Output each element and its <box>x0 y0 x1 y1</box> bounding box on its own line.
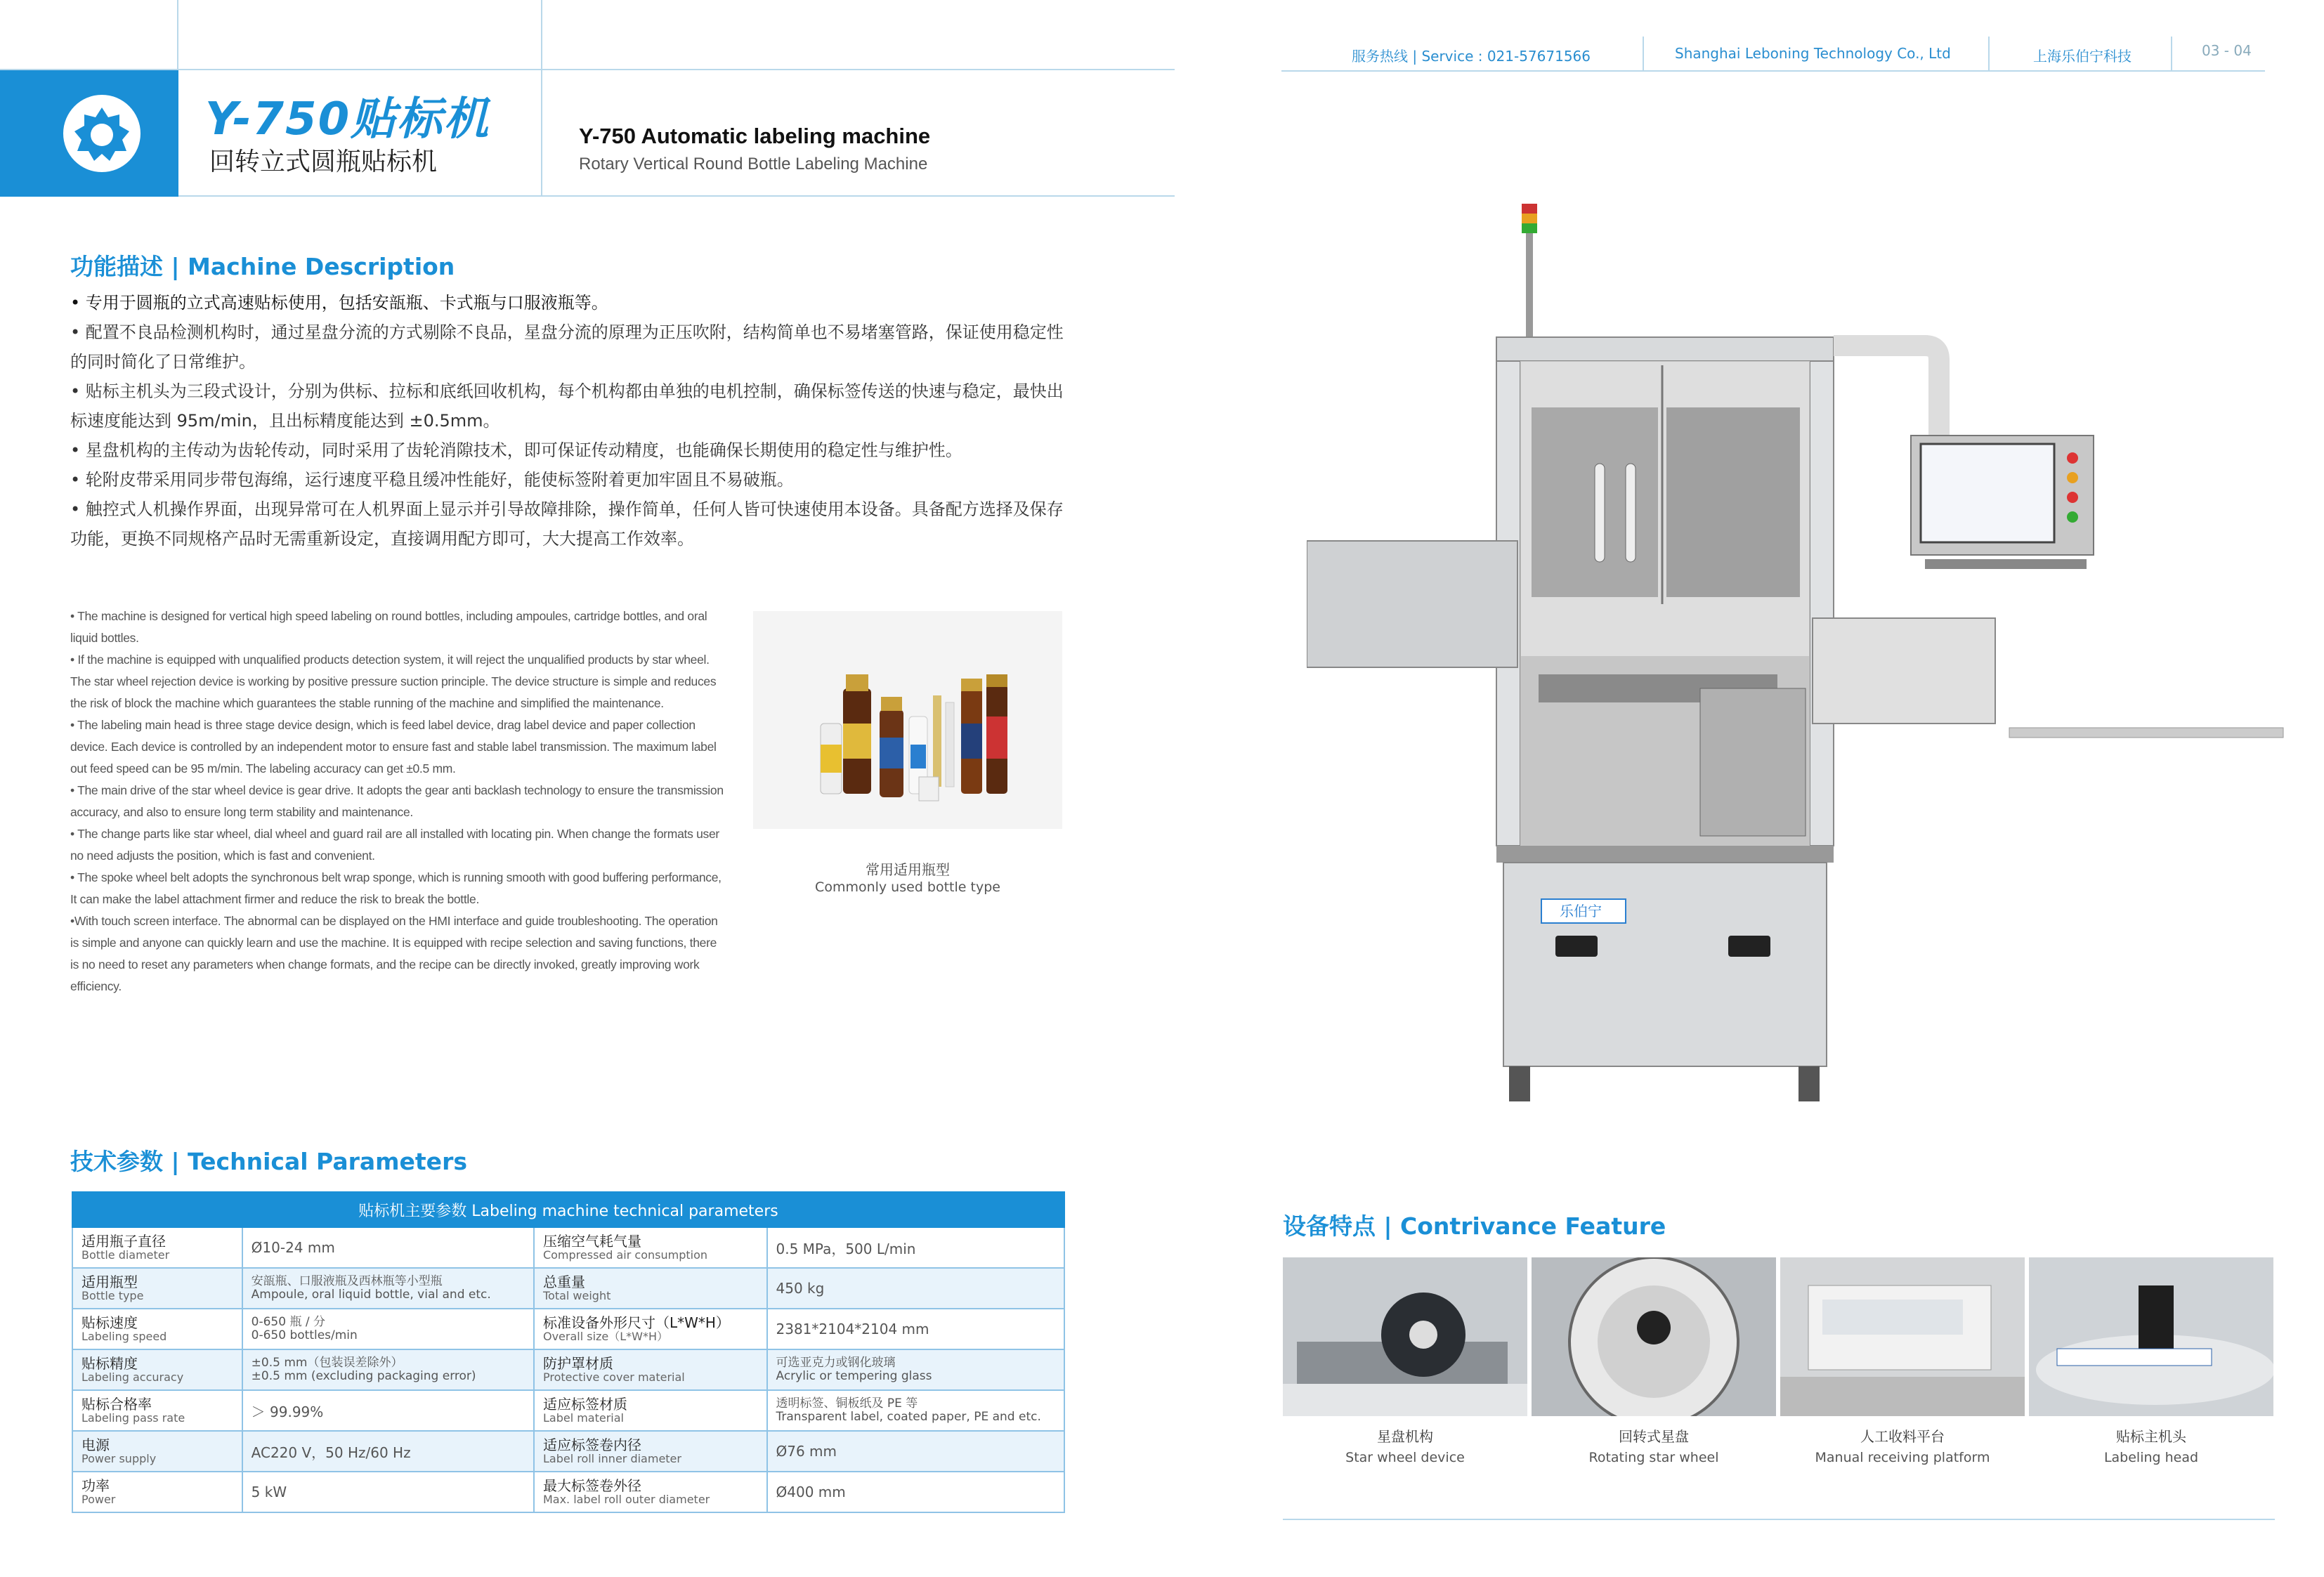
param-label-cn: 贴标合格率 <box>81 1396 152 1413</box>
param-label-en: Power <box>81 1493 116 1506</box>
feature-caption <box>2029 1426 2273 1468</box>
param-label-cn: 适应标签材质 <box>542 1396 627 1413</box>
machine-photo <box>1307 197 2290 1110</box>
machine-brand-plate: 乐伯宁 <box>1560 903 1602 920</box>
param-label-en: Label roll inner diameter <box>542 1452 681 1465</box>
gear-icon <box>63 95 141 172</box>
section-heading-features: 设备特点 | Contrivance Feature <box>1283 1212 1666 1240</box>
page-subtitle: 回转立式圆瓶贴标机 <box>209 148 438 176</box>
param-value: Ø76 mm <box>767 1431 1065 1472</box>
param-label-cn: 适用瓶型 <box>81 1274 138 1290</box>
desc-en-item: • The change parts like star wheel, dial wheel and guard rail are all installed with locating pin. When change the formats user no need adjusts the position, which is fast and convenient. <box>70 827 719 863</box>
param-value: 5 kW <box>242 1472 534 1512</box>
param-value: ＞ 99.99% <box>242 1390 534 1431</box>
header-divider <box>1988 37 1990 70</box>
description-en <box>70 606 724 997</box>
param-label-cn: 适用瓶子直径 <box>81 1233 166 1250</box>
desc-cn-item: • 触控式人机操作界面，出现异常可在人机界面上显示并引导故障排除，操作简单，任何人皆可快速使用本设备。具备配方选择及保存功能，更换不同规格产品时无需重新设定，直接调用配方即可，大大提高工作效率。 <box>70 499 1064 549</box>
param-label-en: Bottle type <box>81 1289 144 1302</box>
param-value: 安瓿瓶、口服液瓶及西林瓶等小型瓶 Ampoule, oral liquid bottle, vial and etc. <box>242 1268 534 1309</box>
param-label-en: Protective cover material <box>542 1370 685 1384</box>
param-label-cn: 贴标速度 <box>81 1314 138 1331</box>
param-label-en: Overall size（L*W*H） <box>542 1330 669 1343</box>
feature-caption <box>1780 1426 2025 1468</box>
bottle-caption-en: Commonly used bottle type <box>815 879 1000 895</box>
section-heading-params: 技术参数 | Technical Parameters <box>70 1148 467 1175</box>
param-value: 透明标签、铜板纸及 PE 等 Transparent label, coated paper, PE and etc. <box>767 1390 1065 1431</box>
desc-cn-item: • 轮附皮带采用同步带包海绵，运行速度平稳且缓冲性能好，能使标签附着更加牢固且不易破瓶。 <box>70 470 794 490</box>
bottle-caption-cn: 常用适用瓶型 <box>866 861 950 878</box>
company-en: Shanghai Leboning Technology Co., Ltd <box>1675 45 1951 62</box>
company-cn: 上海乐伯宁科技 <box>2033 48 2132 65</box>
param-value: 0.5 MPa，500 L/min <box>767 1227 1065 1268</box>
table-row <box>72 1309 1064 1349</box>
title-en: Y-750 Automatic labeling machine <box>579 124 931 148</box>
param-label-en: Labeling accuracy <box>81 1370 184 1384</box>
param-value: AC220 V，50 Hz/60 Hz <box>242 1431 534 1472</box>
param-label-cn: 功率 <box>81 1477 110 1494</box>
feature-caption-en: Manual receiving platform <box>1815 1450 1990 1465</box>
desc-en-item: •With touch screen interface. The abnormal can be displayed on the HMI interface and guide troubleshooting. The operation is simple and anyone can quickly learn and use the machine. It is equipped with recipe selection and saving functions, there is no need to reset any parameters when change formats, and the recipe can be directly invoked, greatly improving work efficiency. <box>70 914 718 993</box>
table-row <box>72 1390 1064 1431</box>
header-rule <box>1281 70 2265 72</box>
feature-photo-star-wheel <box>1283 1257 1527 1416</box>
param-label-en: Bottle diameter <box>81 1248 170 1262</box>
feature-photo-rotating-star-wheel <box>1532 1257 1776 1416</box>
desc-en-item: • The spoke wheel belt adopts the synchronous belt wrap sponge, which is running smooth with good buffering performance, It can make the label attachment firmer and reduce the risk to break the bottle. <box>70 870 722 906</box>
desc-en-item: • The labeling main head is three stage device design, which is feed label device, drag label device and paper collection device. Each device is controlled by an independent motor to ensure fast and stable label transmission. The maximum label out feed speed can be 95 m/min. The labeling accuracy can get ±0.5 mm. <box>70 718 717 776</box>
header-divider <box>177 0 178 70</box>
param-label-en: Compressed air consumption <box>542 1248 708 1262</box>
feature-photo-receiving-platform <box>1780 1257 2025 1416</box>
desc-cn-item: • 星盘机构的主传动为齿轮传动，同时采用了齿轮消隙技术，即可保证传动精度，也能确保长期使用的稳定性与维护性。 <box>70 440 962 460</box>
param-label-en: Total weight <box>542 1289 611 1302</box>
desc-cn-item: • 配置不良品检测机构时，通过星盘分流的方式剔除不良品，星盘分流的原理为正压吹附，结构简单也不易堵塞管路，保证使用稳定性的同时简化了日常维护。 <box>70 322 1064 372</box>
params-table <box>72 1191 1065 1513</box>
table-row <box>72 1472 1064 1512</box>
param-label-en: Max. label roll outer diameter <box>542 1493 710 1506</box>
desc-cn-item: • 贴标主机头为三段式设计，分别为供标、拉标和底纸回收机构，每个机构都由单独的电机控制，确保标签传送的快速与稳定，最快出标速度能达到 95m/min，且出标精度能达到 ±0.5mm。 <box>70 381 1064 431</box>
feature-caption-cn: 贴标主机头 <box>2116 1428 2186 1445</box>
feature-caption-cn: 回转式星盘 <box>1619 1428 1689 1445</box>
param-label-cn: 适应标签卷内径 <box>542 1437 641 1453</box>
feature-caption-cn: 人工收料平台 <box>1860 1428 1945 1445</box>
feature-caption-cn: 星盘机构 <box>1377 1428 1433 1445</box>
feature-caption-en: Labeling head <box>2103 1450 2199 1465</box>
header-divider <box>1643 37 1644 70</box>
desc-en-item: • The main drive of the star wheel device is gear drive. It adopts the gear anti backlash technology to ensure the transmission accuracy, and also to ensure long term stability and maintenance. <box>70 783 724 819</box>
feature-caption-en: Rotating star wheel <box>1588 1450 1719 1465</box>
service-hotline: 服务热线 | Service : 021-57671566 <box>1352 48 1591 65</box>
param-value: 可选亚克力或钢化玻璃 Acrylic or tempering glass <box>767 1349 1065 1390</box>
param-value: ±0.5 mm（包装误差除外） ±0.5 mm (excluding packaging error) <box>242 1349 534 1390</box>
feature-caption-en: Star wheel device <box>1345 1450 1465 1465</box>
page-title: Y-750贴标机 <box>205 93 490 145</box>
section-heading-description: 功能描述 | Machine Description <box>70 253 455 280</box>
header-divider <box>2171 37 2172 70</box>
param-label-en: Labeling speed <box>81 1330 167 1343</box>
param-label-cn: 最大标签卷外径 <box>542 1477 641 1494</box>
table-row <box>72 1431 1064 1472</box>
param-label-cn: 电源 <box>81 1437 110 1453</box>
param-value: 0-650 瓶 / 分 0-650 bottles/min <box>242 1309 534 1349</box>
feature-caption <box>1283 1426 1527 1468</box>
description-cn <box>70 288 1068 554</box>
param-label-cn: 贴标精度 <box>81 1355 138 1372</box>
params-table-title: 贴标机主要参数 Labeling machine technical parameters <box>72 1192 1064 1227</box>
page-number: 03 - 04 <box>2202 42 2252 59</box>
desc-cn-item: • 专用于圆瓶的立式高速贴标使用，包括安瓿瓶、卡式瓶与口服液瓶等。 <box>70 293 608 313</box>
param-label-en: Labeling pass rate <box>81 1411 185 1425</box>
bottle-photo <box>753 611 1062 829</box>
desc-en-item: • If the machine is equipped with unqualified products detection system, it will reject the unqualified products by star wheel. The star wheel rejection device is working by positive pressure suction principle. The device structure is simple and reduces the risk of block the machine which guarantees the stable running of the machine and simplified the maintenance. <box>70 653 717 710</box>
feature-caption <box>1532 1426 1776 1468</box>
param-label-en: Label material <box>542 1411 624 1425</box>
table-row <box>72 1349 1064 1390</box>
param-label-cn: 总重量 <box>542 1274 585 1290</box>
param-value: Ø10-24 mm <box>242 1227 534 1268</box>
param-value: 2381*2104*2104 mm <box>767 1309 1065 1349</box>
param-value: Ø400 mm <box>767 1472 1065 1512</box>
header-divider <box>541 0 542 197</box>
param-label-cn: 标准设备外形尺寸（L*W*H） <box>542 1314 730 1331</box>
param-value: 450 kg <box>767 1268 1065 1309</box>
feature-photo-labeling-head <box>2029 1257 2273 1416</box>
table-row <box>72 1268 1064 1309</box>
subtitle-en: Rotary Vertical Round Bottle Labeling Machine <box>579 155 928 174</box>
table-row <box>72 1227 1064 1268</box>
desc-en-item: • The machine is designed for vertical high speed labeling on round bottles, including ampoules, cartridge bottles, and oral liquid bottles. <box>70 609 707 645</box>
param-label-cn: 压缩空气耗气量 <box>542 1233 641 1250</box>
footer-rule <box>1283 1519 2275 1520</box>
param-label-cn: 防护罩材质 <box>542 1355 613 1372</box>
param-label-en: Power supply <box>81 1452 157 1465</box>
